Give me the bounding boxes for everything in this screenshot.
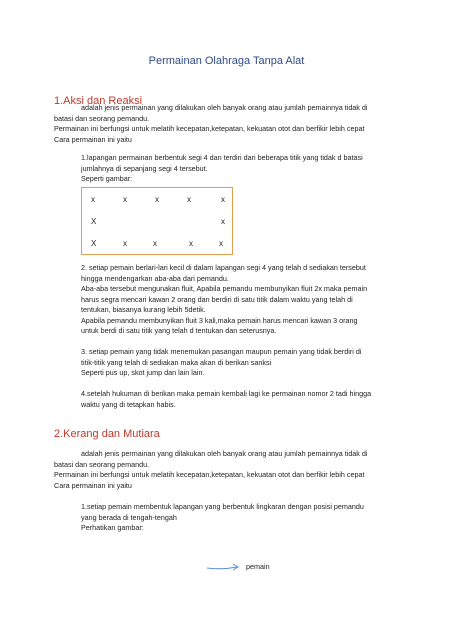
step-line: untuk berdi di satu titik yang telah d tentukan dan seterusnya. [81,326,277,335]
point-mark: x [189,239,193,248]
step-line: 1.setiap pemain membentuk lapangan yang berbentuk lingkaran dengan posisi pemandu [81,502,364,511]
point-mark: x [221,195,225,204]
step-line: Perhatikan gambar: [81,523,144,532]
intro-line: Cara permainan ini yaitu [54,480,132,490]
section2-heading: 2.Kerang dan Mutiara [54,428,160,440]
step-line: yang berada di tengah-tengah [81,512,177,522]
section1-step2 [81,263,401,410]
arrow-label: pemain [246,562,270,571]
point-mark: x [91,195,95,204]
point-mark: x [123,239,127,248]
section1-intro [54,103,404,145]
intro-line: batasi dan seorang pemandu. [54,459,150,469]
step-line: hingga mendengarkan aba-aba dari pemandu. [81,273,229,283]
step-line: 1.lapangan permainan berbentuk segi 4 dan terdiri dari beberapa titik yang tidak d batasi [81,153,363,162]
arrow-icon [206,561,240,573]
intro-line: Permainan ini berfungsi untuk melatih kecepatan,ketepatan, kekuatan otot dan berfikir lebih cepat [54,124,365,133]
step-line: 4.setelah hukuman di berikan maka pemain kembali lagi ke permainan nomor 2 tadi hingga [81,389,372,398]
step-line: waktu yang di tetapkan habis. [81,399,176,409]
step-line: Seperti gambar: [81,174,133,183]
intro-line: Permainan ini berfungsi untuk melatih kecepatan,ketepatan, kekuatan otot dan berfikir lebih cepat [54,470,365,479]
square-field-diagram [81,187,233,255]
point-mark: x [123,195,127,204]
section1-step1 [81,153,401,185]
section2-intro [54,449,404,491]
intro-line: Cara permainan ini yaitu [54,134,132,144]
page-title: Permainan Olahraga Tanpa Alat [148,55,305,67]
step-line: 2. setiap pemain berlari-lari kecil di dalam lapangan segi 4 yang telah d sediakan tersebut [81,263,366,272]
step-line: harus segra mencari kawan 2 orang dan berdiri di satu titik dalam waktu yang telah di [81,294,353,304]
point-mark: x [153,239,157,248]
step-line: Apabila pemandu membunyikan fluit 3 kali,maka pemain harus mencari kawan 3 orang [81,315,358,325]
section1-heading: 1.Aksi dan Reaksi [54,95,143,107]
point-mark: x [187,195,191,204]
step-line: Seperti pus up, skot jump dan lain lain. [81,368,205,377]
section2-step1 [81,502,401,534]
step-line: Aba-aba tersebut mengunakan fluit, Apabila pemandu membunyikan fluit 2x maka pemain [81,284,368,293]
point-mark: x [221,217,225,226]
point-mark: x [219,239,223,248]
intro-line: batasi dan seorang pemandu. [54,113,150,123]
step-line: titik-titik yang telah di sediakan maka akan di berikan sanksi [81,357,272,367]
step-line: 3. setiap pemain yang tidak menemukan pasangan maupun pemain yang tidak berdiri di [81,347,362,356]
intro-line: adalah jenis permainan yang dilakukan oleh banyak orang atau jumlah pemainnya tidak di [81,449,368,458]
point-mark: x [155,195,159,204]
step-line: tentukan, biasanya kurang lebih 5detik. [81,305,206,314]
intro-line: adalah jenis permainan yang dilakukan oleh banyak orang atau jumlah pemainnya tidak di [81,103,368,112]
step-line: jumlahnya di sepanjang segi 4 tersebut. [81,163,208,173]
point-mark: X [91,239,97,248]
point-mark: X [91,217,97,226]
